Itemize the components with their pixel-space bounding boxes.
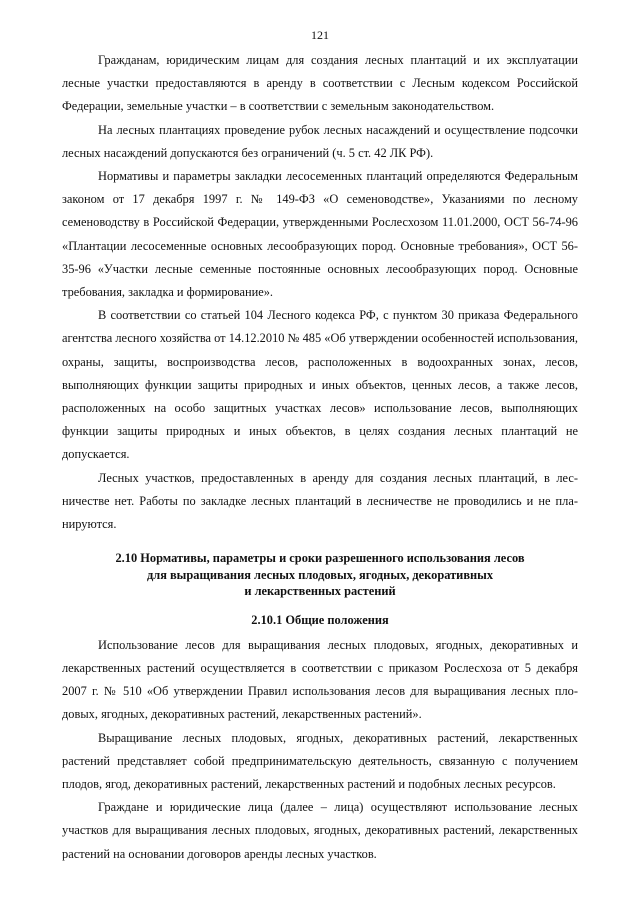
page-number: 121 [311,28,329,42]
subsection-heading-2-10-1: 2.10.1 Общие положения [251,612,389,627]
page-content [62,49,578,866]
paragraph-order-510: Использование лесов для выращивания лесных плодовых, ягодных, декоративных и лекарственных растений осуществляется в соответствии с приказом Рослесхоза от 5 декабря 2007 г. № 510 «Об утверждении Правил использования лесов для выращивания лесных плодовых, ягодных, декоративных растений, лекарственных растений». [62,637,578,722]
paragraph-cultivation-definition: Выращивание лесных плодовых, ягодных, декоративных растений, лекарственных растений представляет собой предпринимательскую деятельность, связанную с получением плодов, ягод, декоративных растений, лекарственных растений и подобных лесных ресурсов. [62,730,578,791]
section-heading-line: для выращивания лесных плодовых, ягодных, декоративных [146,567,494,582]
section-heading-2-10 [62,550,578,600]
section-heading-line: 2.10 Нормативы, параметры и сроки разрешенного использования лесов [115,551,525,566]
paragraph-seed-plantation-norms: Нормативы и параметры закладки лесосеменных плантаций определяются Федеральным законом от 17 декабря 1997 г. № 149-ФЗ «О семеноводстве», Указаниями по лесному семеноводству в Российской Федерации, утвержденными Рослесхозом 11.01.2000, ОСТ 56-74-96 «Плантации лесосеменные основных лесообразующих пород. Основные требования», ОСТ 56-35-96 «Участки лесные семенные постоянные основных лесообразующих пород. Основные требования, закладка и формирование». [62,169,578,300]
paragraph-article-104: В соответствии со статьей 104 Лесного кодекса РФ, с пунктом 30 приказа Федерального агентства лесного хозяйства от 14.12.2010 № 485 «Об утверждении особенностей использования, охраны, защиты, воспроизводства лесов, расположенных в водоохранных зонах, лесов, выполняющих функции защиты природных и иных объектов, ценных лесов, а также лесов, расположенных на особо защитных участках лесов» использование лесов, выполняющих функции защиты природных и иных объектов, в целях создания лесных плантаций не допускается. [62,308,578,462]
paragraph-plantation-felling: На лесных плантациях проведение рубок лесных насаждений и осуществление подсочки лесных насаждений допускаются без ограничений (ч. 5 ст. 42 ЛК РФ). [62,122,578,160]
paragraph-no-leased-plots: Лесных участков, предоставленных в аренду для создания лесных плантаций, в лесничестве нет. Работы по закладке лесных плантаций в лесничестве не проводились и не планируются. [62,470,578,532]
section-heading-line: и лекарственных растений [244,584,396,599]
paragraph-lease-agreements: Граждане и юридические лица (далее – лица) осуществляют использование лесных участков для выращивания лесных плодовых, ягодных, декоративных растений, лекарственных растений на основании договоров аренды лесных участков. [62,800,578,861]
document-page [62,0,578,905]
paragraph-plantation-lease: Гражданам, юридическим лицам для создания лесных плантаций и их эксплуатации лесные участки предоставляются в аренду в соответствии с Лесным кодексом Российской Федерации, земельные участки – в соответствии с земельным законодательством. [62,53,578,114]
